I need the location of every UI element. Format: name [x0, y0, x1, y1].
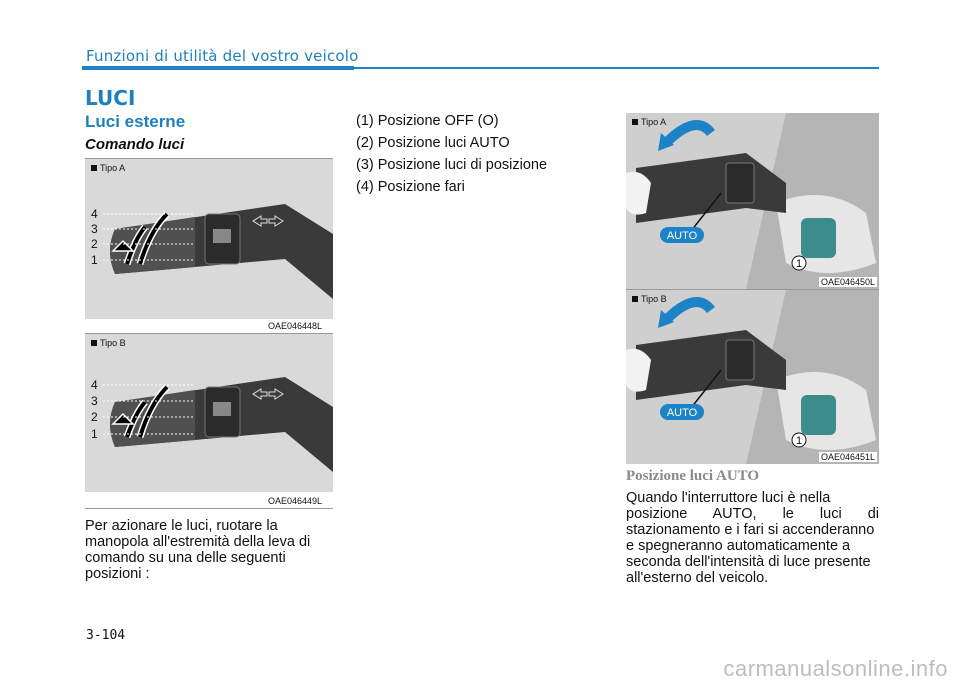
position-number: 2: [91, 410, 98, 424]
position-item-1: (1) Posizione OFF (O): [356, 113, 499, 129]
text-line: Per azionare le luci, ruotare la: [85, 518, 278, 534]
position-number: 2: [91, 237, 98, 251]
callout-number: 1: [795, 435, 803, 447]
auto-paragraph: [626, 490, 879, 586]
figure-code: OAE046448L: [268, 321, 323, 331]
auto-section-heading: Posizione luci AUTO: [626, 468, 760, 484]
text-line: all'esterno del veicolo.: [626, 570, 769, 586]
figure-label: Tipo A: [91, 163, 125, 173]
text-line: stazionamento e i fari si accenderanno: [626, 522, 875, 538]
watermark: carmanualsonline.info: [723, 656, 948, 681]
position-number: 3: [91, 222, 98, 236]
figure-label: Tipo B: [91, 338, 126, 348]
sub-subsection-title: Comando luci: [85, 136, 185, 153]
subsection-title: Luci esterne: [85, 112, 186, 131]
figure-light-switch-type-a: [85, 158, 333, 319]
auto-badge: AUTO: [666, 407, 698, 419]
callout-number: 1: [795, 258, 803, 270]
text-line: Quando l'interruttore luci è nella: [626, 490, 831, 506]
position-number: 1: [91, 427, 98, 441]
position-number: 3: [91, 394, 98, 408]
text-line: posizioni :: [85, 566, 150, 582]
text-line: seconda dell'intensità di luce presente: [626, 554, 871, 570]
section-title: LUCI: [85, 86, 136, 110]
stalk-illustration: [85, 159, 333, 319]
text-line: e spegneranno automaticamente a: [626, 538, 851, 554]
position-item-3: (3) Posizione luci di posizione: [356, 157, 548, 173]
position-number: 1: [91, 253, 98, 267]
figure-code: OAE046450L: [820, 277, 875, 287]
figure-code: OAE046449L: [268, 496, 323, 506]
figure-auto-type-b: [626, 289, 879, 464]
text-line: comando su una delle seguenti: [85, 550, 286, 566]
header-title: Funzioni di utilità del vostro veicolo: [86, 47, 359, 65]
figure-light-switch-type-b: [85, 334, 333, 492]
position-number: 4: [91, 378, 98, 392]
figure-label: Tipo B: [632, 294, 667, 304]
position-item-2: (2) Posizione luci AUTO: [356, 135, 510, 151]
text-line: manopola all'estremità della leva di: [85, 534, 311, 550]
header-rule-thin: [354, 67, 879, 69]
figure-auto-type-a: [626, 113, 879, 289]
position-item-4: (4) Posizione fari: [356, 179, 465, 195]
auto-illustration: [626, 113, 879, 289]
page-number: 3-104: [86, 628, 126, 643]
auto-illustration: [626, 290, 879, 464]
intro-paragraph: [85, 518, 333, 582]
stalk-illustration: [85, 334, 333, 492]
text-line: posizione AUTO, le luci di: [626, 506, 879, 522]
figure-label: Tipo A: [632, 117, 666, 127]
position-number: 4: [91, 207, 98, 221]
figure-rule: [85, 508, 333, 509]
header-rule: [82, 66, 354, 70]
figure-code: OAE046451L: [820, 452, 875, 462]
auto-badge: AUTO: [666, 230, 698, 242]
